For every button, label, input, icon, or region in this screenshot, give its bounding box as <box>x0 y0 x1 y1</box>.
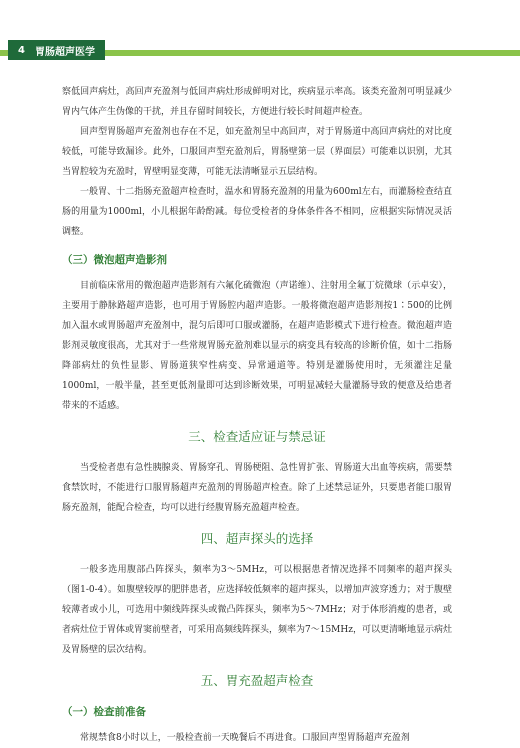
page-header <box>0 20 520 58</box>
page-tab <box>8 40 105 60</box>
paragraph: 回声型胃肠超声充盈剂也存在不足，如充盈剂呈中高回声，对于胃肠道中高回声病灶的对比度较低，可能导致漏诊。此外，口服回声型充盈剂后，胃肠壁第一层（界面层）可能难以识别，尤其当胃腔较为充盈时，胃壁明显变薄，可能无法清晰显示五层结构。 <box>62 127 452 177</box>
subsection-heading: （三）微泡超声造影剂 <box>62 254 167 266</box>
book-title: 胃肠超声医学 <box>34 46 95 58</box>
page-body <box>62 82 452 748</box>
subsection-heading: （一）检查前准备 <box>62 706 146 718</box>
section-heading: 五、胃充盈超声检查 <box>200 673 314 688</box>
section-heading: 三、检查适应证与禁忌证 <box>188 429 326 444</box>
paragraph: 一般多选用腹部凸阵探头，频率为3～5MHz，可以根据患者情况选择不同频率的超声探头（图1-0-4）。如腹壁较厚的肥胖患者，应选择较低频率的超声探头，以增加声波穿透力；对于腹壁较薄者或小儿，可选用中频线阵探头或微凸阵探头，频率为5～7MHz；对于体形消瘦的患者，或者病灶位于胃体或胃窦前壁者，可采用高频线阵探头，频率为7～15MHz，可以更清晰地显示病灶及胃肠壁的层次结构。 <box>62 565 452 655</box>
page-number: 4 <box>18 44 25 56</box>
paragraph: 常规禁食8小时以上，一般检查前一天晚餐后不再进食。口服回声型胃肠超声充盈剂 <box>80 733 410 743</box>
paragraph: 目前临床常用的微泡超声造影剂有六氟化硫微泡（声诺维）、注射用全氟丁烷微球（示卓安），主要用于静脉路超声造影，也可用于胃肠腔内超声造影。一般将微泡超声造影剂按1∶500的比例加入温水或胃肠超声充盈剂中，混匀后即可口服或灌肠，在超声造影模式下进行检查。微泡超声造影剂灵敏度很高，尤其对于一些常规胃肠充盈剂难以显示的病变具有较高的诊断价值，如十二指肠降部病灶的负性显影、胃肠道狭窄性病变、异常通道等。特别是灌肠使用时，无须灌注足量1000ml，一般半量，甚至更低剂量即可达到诊断效果，可明显减轻大量灌肠导致的便意及给患者带来的不适感。 <box>62 281 452 411</box>
paragraph: 察低回声病灶，高回声充盈剂与低回声病灶形成鲜明对比，疾病显示率高。该类充盈剂可明显减少胃内气体产生伪像的干扰，并且存留时间较长，方便进行较长时间超声检查。 <box>62 87 452 117</box>
paragraph: 当受检者患有急性胰腺炎、胃肠穿孔、胃肠梗阻、急性胃扩张、胃肠道大出血等疾病，需要禁食禁饮时，不能进行口服胃肠超声充盈剂的胃肠超声检查。除了上述禁忌证外，只要患者能口服胃肠充盈剂，能配合检查，均可以进行经腹胃肠充盈超声检查。 <box>62 463 452 513</box>
section-heading: 四、超声探头的选择 <box>200 531 314 546</box>
paragraph: 一般胃、十二指肠充盈超声检查时，温水和胃肠充盈剂的用量为600ml左右，而灌肠检查结直肠的用量为1000ml，小儿根据年龄酌减。每位受检者的身体条件各不相同，应根据实际情况灵活调整。 <box>62 187 452 237</box>
